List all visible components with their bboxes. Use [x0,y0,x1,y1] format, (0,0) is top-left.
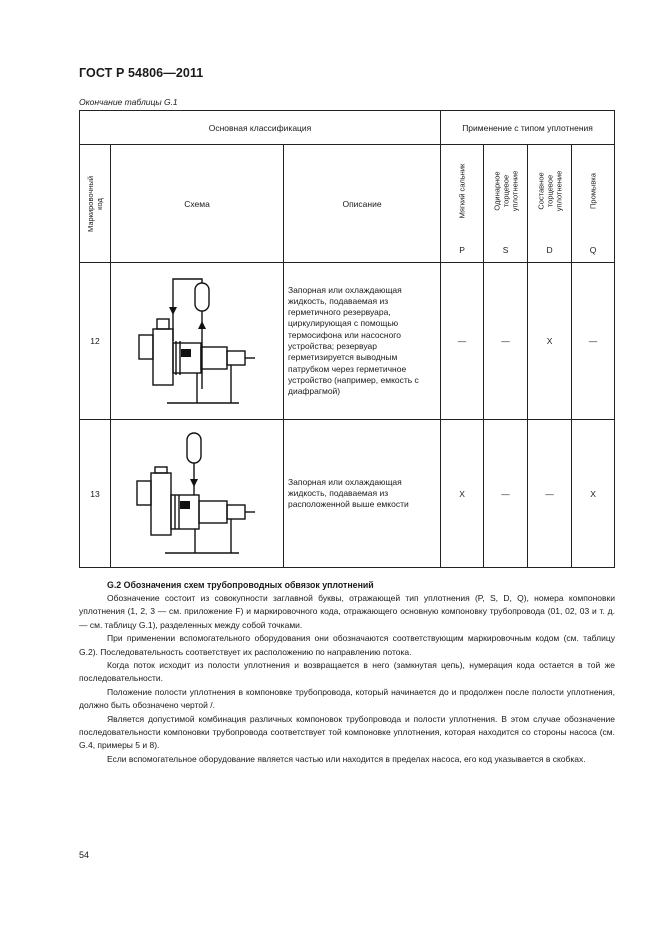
seal-type-letter: D [546,244,553,255]
row-value-d: — [528,420,572,568]
row-description: Запорная или охлаждающая жидкость, подаваемая из герметичного резервуара, циркулирующая с помощью термосифона или насосного устройства; резервуар герметизируется выводным патрубком через герметичное устройство (например, емкость с диафрагмой) [284,263,441,420]
document-header: ГОСТ Р 54806—2011 [79,66,204,80]
seal-type-letter: P [459,244,465,255]
row-value-s: — [484,263,528,420]
column-header-seal-d [528,145,572,263]
row-code: 12 [80,263,111,420]
column-header-seal-q [572,145,615,263]
seal-type-letter: Q [589,244,597,255]
row-value-p: — [441,263,484,420]
seal-type-name: Составное торцевое уплотнение [536,170,564,211]
column-header-schema: Схема [111,145,284,263]
column-header-seal-p [441,145,484,263]
paragraph: Обозначение состоит из совокупности заглавной буквы, отражающей тип уплотнения (P, S, D, Q), номера компоновки уплотнения (1, 2, 3 — см. приложение F) и маркировочного кода, отражающего основную компоновку трубопровода (01, 02, 03 и т. д. — см. таблицу G.1), разделенных между собой точками. [79,593,615,630]
schema-cell [111,420,284,568]
table-caption: Окончание таблицы G.1 [79,97,178,107]
column-header-description: Описание [284,145,441,263]
paragraph: Является допустимой комбинация различных компоновок трубопровода и полости уплотнения. В этом случае обозначение последовательности компоновки трубопровода соответствует той компоновке уплотнения, которая находится со стороны насоса (см. G.4, примеры 5 и 8). [79,713,615,751]
group-header-seal: Применение с типом уплотнения [441,111,615,145]
row-value-q: X [572,420,615,568]
paragraph: Если вспомогательное оборудование является частью или находится в пределах насоса, его код указывается в скобках. [107,753,586,764]
piping-schema-12-diagram [127,271,267,411]
table-row [80,420,615,568]
column-header-code [80,145,111,263]
classification-table [79,110,615,568]
row-value-d: X [528,263,572,420]
row-description: Запорная или охлаждающая жидкость, подаваемая из расположенной выше емкости [284,420,441,568]
paragraph: Положение полости уплотнения в компоновке трубопровода, который начинается до и продолжен после полости уплотнения, должно быть обозначено чертой /. [79,686,615,711]
section-body [79,592,615,766]
row-code: 13 [80,420,111,568]
seal-type-name: Мягкий сальник [457,163,467,218]
section-title: G.2 Обозначения схем трубопроводных обвязок уплотнений [107,580,374,590]
row-value-q: — [572,263,615,420]
group-header-basic: Основная классификация [80,111,441,145]
row-value-p: X [441,420,484,568]
seal-type-letter: S [502,244,509,255]
column-header-seal-s [484,145,528,263]
piping-schema-13-diagram [127,429,267,559]
table-row [80,263,615,420]
paragraph: Когда поток исходит из полости уплотнения и возвращается в него (замкнутая цепь), нумерация кода остается в той же последовательности. [79,660,615,684]
page-number: 54 [79,850,90,860]
seal-type-name: Промывка [588,172,598,209]
schema-cell [111,263,284,420]
seal-type-name: Одинарное торцевое уплотнение [492,170,520,211]
paragraph: При применении вспомогательного оборудования они обозначаются соответствующим маркировочным кодом (см. таблицу G.2). Последовательность соответствует их расположению по направлению потока. [79,633,615,657]
code-header-label: Маркировочный код [86,175,104,232]
row-value-s: — [484,420,528,568]
